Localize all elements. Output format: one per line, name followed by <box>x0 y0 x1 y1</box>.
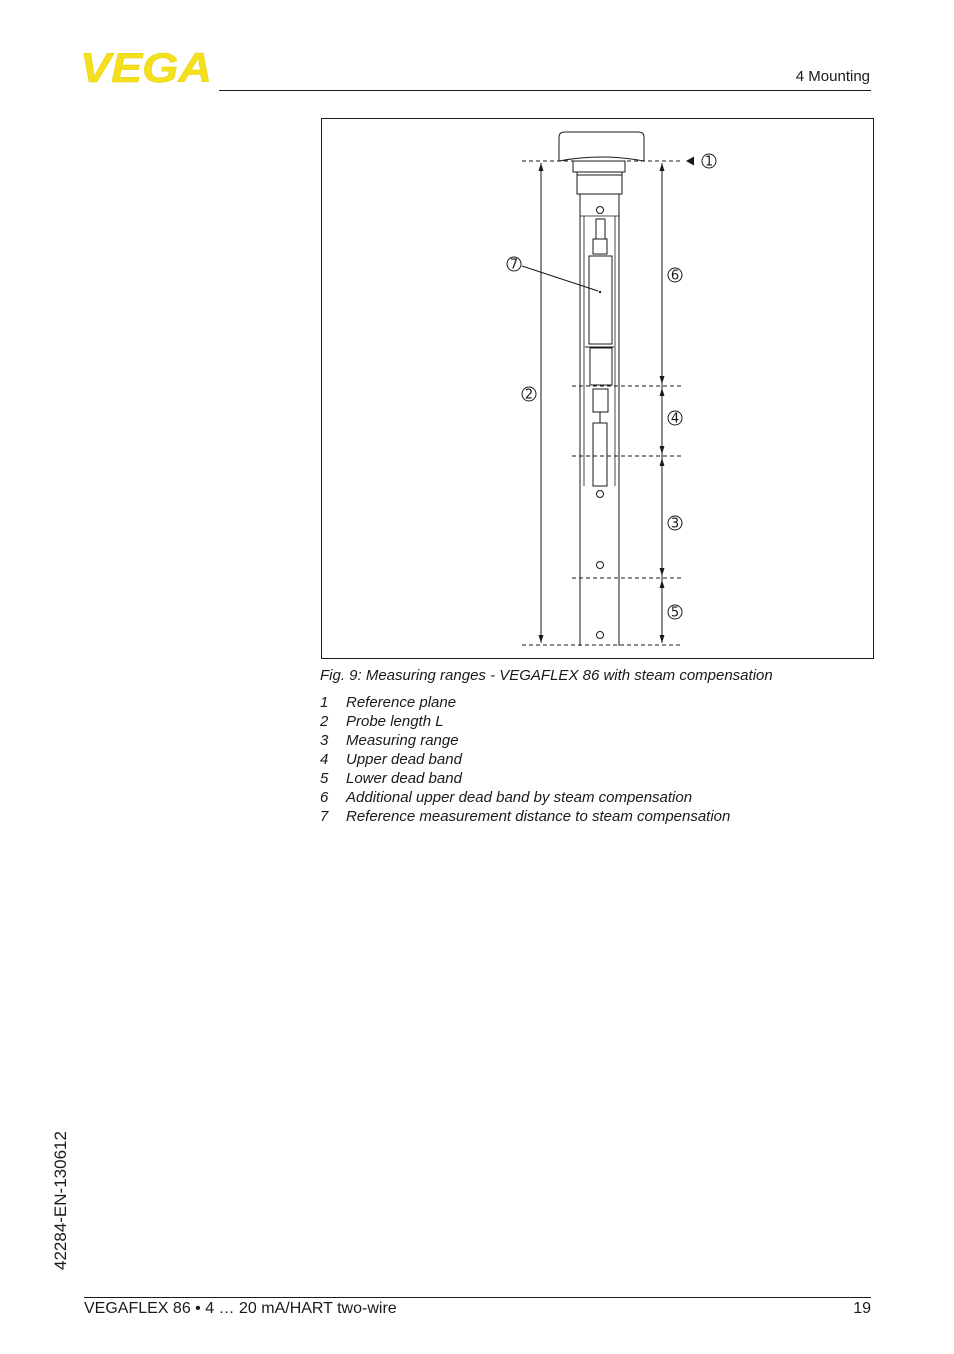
marker-7: 7 <box>509 257 519 273</box>
legend-number: 7 <box>320 808 329 825</box>
vent-hole <box>597 632 604 639</box>
vent-hole <box>597 562 604 569</box>
legend-number: 5 <box>320 770 329 787</box>
figure-legend <box>320 693 730 826</box>
reference-plane-arrow <box>686 157 694 166</box>
legend-text: Probe length L <box>346 713 444 730</box>
legend-text: Upper dead band <box>346 751 462 768</box>
header-divider <box>219 90 871 91</box>
footer-product: VEGAFLEX 86 • 4 … 20 mA/HART two-wire <box>84 1300 397 1317</box>
process-fitting <box>573 161 625 172</box>
legend-item <box>320 731 730 750</box>
legend-item <box>320 788 730 807</box>
vega-logo <box>80 50 214 86</box>
legend-text: Reference plane <box>346 694 457 711</box>
marker-6: 6 <box>670 268 680 284</box>
marker-2: 2 <box>524 387 534 403</box>
legend-item <box>320 712 730 731</box>
legend-number: 6 <box>320 789 329 806</box>
legend-number: 3 <box>320 732 329 749</box>
legend-item <box>320 807 730 826</box>
legend-item <box>320 693 730 712</box>
legend-number: 1 <box>320 694 329 711</box>
marker-7-leader <box>522 266 598 291</box>
figure-caption: Fig. 9: Measuring ranges - VEGAFLEX 86 with steam compensation <box>320 667 773 684</box>
legend-text: Lower dead band <box>346 770 462 787</box>
marker-4: 4 <box>670 411 680 427</box>
section-title: 4 Mounting <box>795 68 870 85</box>
reference-section <box>589 256 612 344</box>
legend-item <box>320 750 730 769</box>
sensor-housing <box>559 132 644 161</box>
rod-connector <box>596 219 605 239</box>
marker-3: 3 <box>670 516 680 532</box>
document-id: 42284-EN-130612 <box>51 1131 70 1270</box>
legend-number: 2 <box>320 713 329 730</box>
logo-text: VEGA <box>80 50 212 86</box>
figure-frame <box>321 118 874 659</box>
vent-hole <box>597 207 604 214</box>
probe-diagram <box>322 119 875 660</box>
legend-text: Additional upper dead band by steam compensation <box>346 789 693 806</box>
legend-text: Measuring range <box>346 732 459 749</box>
vent-hole <box>597 491 604 498</box>
page-number: 19 <box>853 1300 871 1317</box>
legend-text: Reference measurement distance to steam compensation <box>346 808 731 825</box>
footer-divider <box>84 1297 871 1298</box>
legend-item <box>320 769 730 788</box>
marker-5: 5 <box>670 605 680 621</box>
legend-number: 4 <box>320 751 329 768</box>
marker-1: 1 <box>704 154 714 170</box>
